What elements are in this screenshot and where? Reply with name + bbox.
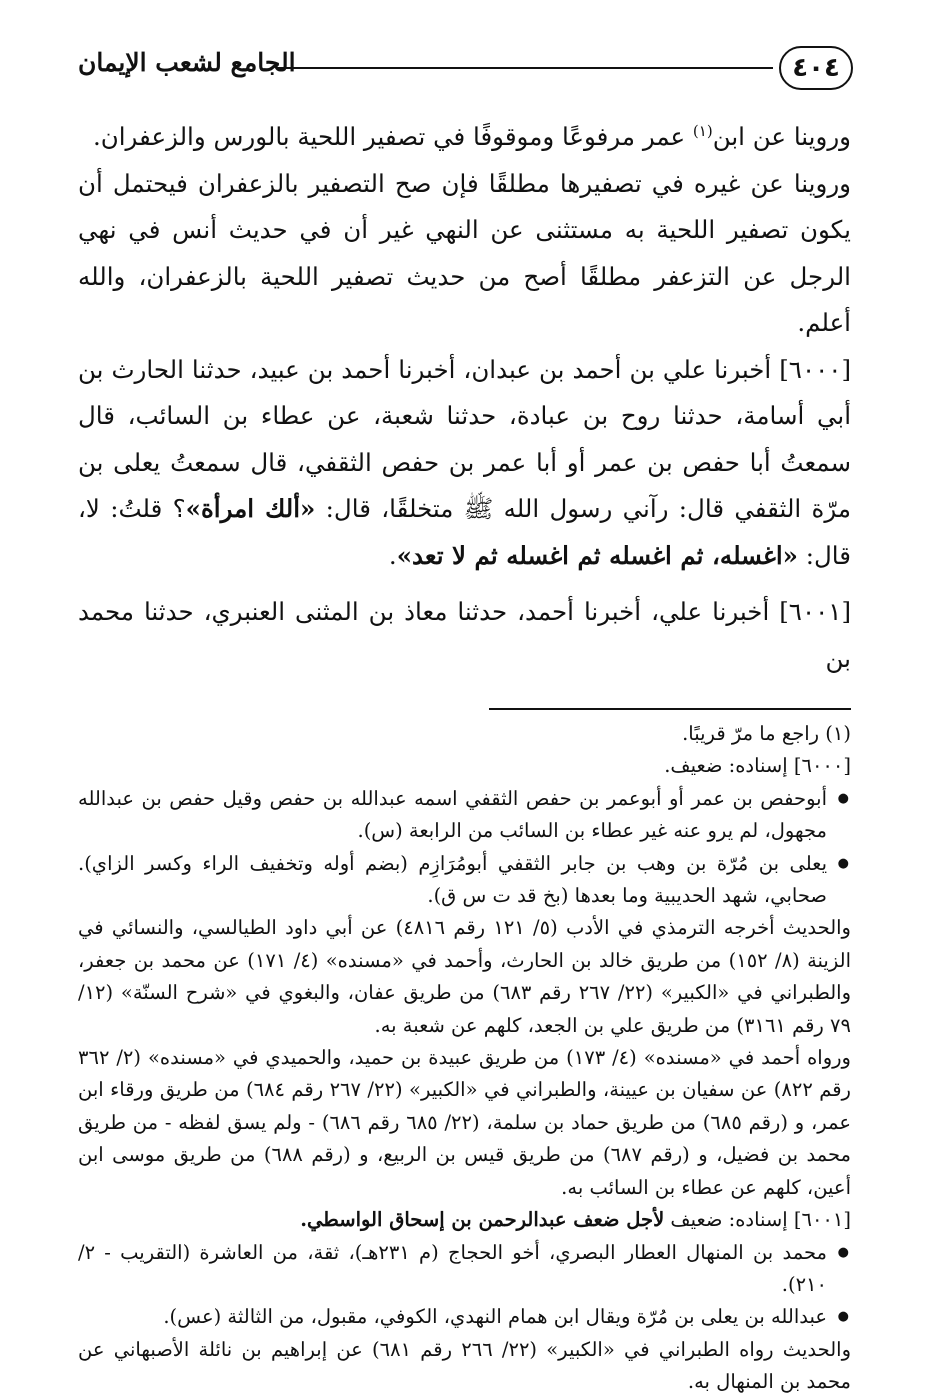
hadith-6000-mid: ؟ قلتُ: لا، قال: bbox=[78, 494, 851, 570]
footnote-6001-para-1: والحديث رواه الطبراني في «الكبير» (٢٢/ ٢٦٦ رقم ٦٨١) عن إبراهيم بن نائلة الأصبهاني عن محمد بن المنهال به. bbox=[78, 1337, 851, 1394]
header-rule bbox=[278, 67, 773, 69]
hadith-6000 bbox=[78, 347, 851, 580]
footnote-6000-bullet-2: ● يعلى بن مُرّة بن وهب بن جابر الثقفي أبومُرَازِم (بضم أوله وتخفيف الراء وكسر الزاي). صحابي، شهد الحديبية وما بعدها (بخ قد ت س ق). bbox=[78, 848, 851, 913]
p1-text-b: عمر مرفوعًا وموقوفًا في تصفير اللحية بالورس والزعفران. bbox=[92, 122, 693, 151]
footnote-6001-head-b: لأجل ضعف عبدالرحمن بن إسحاق الواسطي. bbox=[300, 1208, 665, 1232]
hadith-6001: [٦٠٠١] أخبرنا علي، أخبرنا أحمد، حدثنا معاذ بن المثنى العنبري، حدثنا محمد بن bbox=[78, 597, 851, 673]
footnote-rule bbox=[489, 708, 851, 710]
footnote-6000-para-1: والحديث أخرجه الترمذي في الأدب (٥/ ١٢١ رقم ٤٨١٦) عن أبي داود الطيالسي، والنسائي في الزينة (٨/ ١٥٢) من طريق خالد بن الحارث، وأحمد في «مسنده» (٤/ ١٧١) عن محمد بن جعفر، والطبراني في «الكبير» (٢٢/ ٢٦٧ رقم ٦٨٣) من طريق عفان، والبغوي في «شرح السنّة» (١٢/ ٧٩ رقم ٣١٦١) من طريق علي بن الجعد، كلهم عن شعبة به. bbox=[78, 916, 851, 1037]
footnote-6001-bullet-1: ● محمد بن المنهال العطار البصري، أخو الحجاج (م ٢٣١هـ)، ثقة، من العاشرة (التقريب - ٢/ ٢١٠). bbox=[78, 1237, 851, 1302]
book-title: الجامع لشعب الإيمان bbox=[78, 48, 296, 77]
footnote-6001-bullet-2: ● عبدالله بن يعلى بن مُرّة ويقال ابن همام النهدي، الكوفي، مقبول، من الثالثة (عس). bbox=[78, 1301, 851, 1333]
footnote-ref-1: (١) bbox=[692, 121, 713, 140]
paragraph-1 bbox=[78, 114, 851, 161]
hadith-6000-text: [٦٠٠٠] أخبرنا علي بن أحمد بن عبدان، أخبرنا أحمد بن عبيد، حدثنا الحارث بن أبي أسامة، حدثنا روح بن عبادة، حدثنا شعبة، عن عطاء بن السائب، قال سمعتُ أبا حفص بن عمر أو أبا عمر بن حفص الثقفي، قال سمعتُ يعلى بن مرّة الثقفي قال: رآني رسول الله ﷺ متخلقًا، قال: bbox=[78, 354, 852, 523]
hadith-6000-end: . bbox=[388, 540, 397, 570]
page-number: ٤٠٤ bbox=[779, 46, 853, 90]
footnote-6000-head: [٦٠٠٠] إسناده: ضعيف. bbox=[664, 754, 851, 778]
paragraph-2: وروينا عن غيره في تصفيرها مطلقًا فإن صح التصفير بالزعفران فيحتمل أن يكون تصفير اللحية به مستثنى عن النهي غير أن في حديث أنس في نهي الرجل عن التزعفر مطلقًا أصح من حديث تصفير اللحية بالزعفران، والله أعلم. bbox=[78, 168, 851, 337]
footnote-6001-head bbox=[78, 1204, 851, 1236]
main-text bbox=[78, 114, 851, 682]
hadith-6000-quote-1: «ألك امرأة» bbox=[185, 494, 316, 523]
hadith-6000-quote-2: «اغسله، ثم اغسله ثم اغسله ثم لا تعد» bbox=[396, 540, 798, 570]
footnote-1: (١) راجع ما مرّ قريبًا. bbox=[682, 722, 851, 745]
p1-text-a: وروينا عن ابن bbox=[712, 122, 851, 151]
footnote-6000-bullet-1: ● أبوحفص بن عمر أو أبوعمر بن حفص الثقفي اسمه عبدالله بن حفص وقيل حفص بن عبدالله مجهول، لم يرو عنه غير عطاء بن السائب من الرابعة (س). bbox=[78, 783, 851, 848]
page-header bbox=[78, 44, 851, 106]
footnotes bbox=[78, 718, 851, 1399]
footnote-6000-para-2: ورواه أحمد في «مسنده» (٤/ ١٧٣) من طريق عبيدة بن حميد، والحميدي في «مسنده» (٢/ ٣٦٢ رقم ٨٢٢) عن سفيان بن عيينة، والطبراني في «الكبير» (٢٢/ ٢٦٧ رقم ٦٨٤) من طريق ورقاء ابن عمر، و (رقم ٦٨٥) من طريق حماد بن سلمة، (٢٢/ ٦٨٥ رقم ٦٨٦) - ولم يسق لفظه - من طريق محمد بن فضيل، و (رقم ٦٨٧) من طريق قيس بن الربيع، و (رقم ٦٨٨) من طريق موسى ابن أعين، كلهم عن عطاء بن السائب به. bbox=[78, 1046, 851, 1199]
footnote-6001-head-a: [٦٠٠١] إسناده: ضعيف bbox=[664, 1208, 851, 1232]
